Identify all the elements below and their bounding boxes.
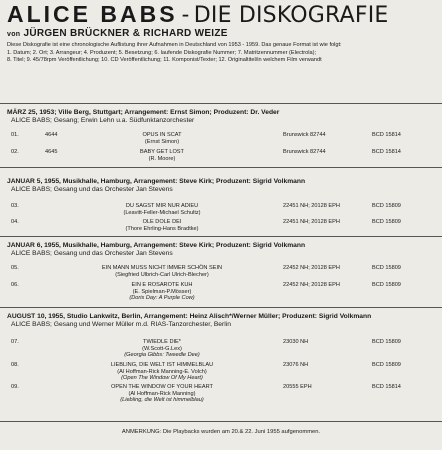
track-original: (Liebling, die Welt ist himmelblau) — [120, 397, 204, 403]
track-composer: (W.Scott-G.Lex) — [142, 346, 182, 352]
track-release: 22451 NH; 20128 EPH — [283, 203, 340, 209]
intro-line: 1. Datum; 2. Ort; 3. Arrangeur; 4. Produzent; 5. Besetzung; 6. laufende Diskografie Nummer; 7. Matritzennummer (Electrola); — [7, 49, 317, 56]
track-number: 05. — [11, 265, 19, 271]
track-release: 20555 EPH — [283, 384, 312, 390]
divider — [0, 307, 442, 308]
track-composer: (Al Hoffman-Rick Manning) — [128, 391, 196, 397]
track-number: 01. — [11, 132, 19, 138]
byline — [7, 28, 228, 39]
title-separator: - — [181, 1, 190, 27]
track-release: 23076 NH — [283, 362, 309, 368]
session-header — [7, 242, 305, 258]
track-cd: BCD 15814 — [372, 132, 401, 138]
divider — [0, 167, 442, 168]
track-release: 22452 NH; 20128 EPH — [283, 265, 340, 271]
track-original: (Doris Day: A Purple Cow) — [129, 295, 195, 301]
track-title: DU SAGST MIR NUR ADIEU — [125, 203, 199, 209]
session-header — [7, 109, 279, 125]
title-artist: ALICE BABS — [7, 1, 178, 27]
track-release: 22452 NH; 20128 EPH — [283, 282, 340, 288]
track-composer: (E. Spielman-P.Mösser) — [132, 289, 192, 295]
track-number: 02. — [11, 149, 19, 155]
page-title — [7, 1, 389, 28]
title-subtitle: DIE DISKOGRAFIE — [193, 3, 389, 28]
divider — [0, 421, 442, 422]
track-cd: BCD 15814 — [372, 384, 401, 390]
track-title: BABY GET LOST — [140, 149, 184, 155]
track-cd: BCD 15809 — [372, 265, 401, 271]
session-header — [7, 178, 305, 194]
intro-text — [7, 42, 439, 65]
track-composer: (Leavitt-Feller-Michael Schultz) — [123, 210, 201, 216]
track-composer: (Siegfried Ulbrich-Carl Ulrich-Blecher) — [115, 272, 209, 278]
track-matrix: 4644 — [45, 132, 58, 138]
track-title: OLE DOLE DEI — [142, 219, 182, 225]
track-number: 03. — [11, 203, 19, 209]
session-date-place: MÄRZ 25, 1953; Ville Berg, Stuttgart; Arrangement: Ernst Simon; Produzent: Dr. Veder — [7, 109, 280, 116]
track-title: EIN E ROSAROTE KUH — [131, 282, 193, 288]
track-number: 09. — [11, 384, 19, 390]
track-composer: (Al Hoffman-Rick Manning-E. Volch) — [117, 369, 207, 375]
track-release: 22451 NH; 20128 EPH — [283, 219, 340, 225]
session-lineup: ALICE BABS; Gesang und das Orchester Jan Stevens — [11, 250, 173, 257]
track-title: TWIEDLE DIE* — [143, 339, 181, 345]
session-header — [7, 313, 371, 329]
track-release: Brunswick 82744 — [283, 132, 326, 138]
session-lineup: ALICE BABS; Gesang und das Orchester Jan Stevens — [11, 186, 173, 193]
track-release: Brunswick 82744 — [283, 149, 326, 155]
track-composer: (R. Moore) — [148, 156, 176, 162]
track-release: 23030 NH — [283, 339, 309, 345]
session-date-place: AUGUST 10, 1955, Studio Lankwitz, Berlin, Arrangement: Heinz Alisch*/Werner Müller; Produzent: Sigrid Volkmann — [7, 313, 372, 320]
byline-authors: JÜRGEN BRÜCKNER & RICHARD WEIZE — [23, 28, 228, 39]
track-original: (Open The Window Of My Heart) — [121, 375, 203, 381]
track-matrix: 4645 — [45, 149, 58, 155]
divider — [0, 236, 442, 237]
footnote: ANMERKUNG: Die Playbacks wurden am 20.& 22. Juni 1955 aufgenommen. — [121, 429, 321, 435]
track-cd: BCD 15814 — [372, 149, 401, 155]
track-title: LIEBLING, DIE WELT IST HIMMELBLAU — [110, 362, 214, 368]
track-composer: (Thore Ehrling-Hans Bradtke) — [125, 226, 199, 232]
track-title: OPUS IN SCAT — [142, 132, 182, 138]
track-cd: BCD 15809 — [372, 219, 401, 225]
track-title: OPEN THE WINDOW OF YOUR HEART — [111, 384, 213, 390]
session-lineup: ALICE BABS; Gesang; Erwin Lehn u.a. Südfunktanzorchester — [11, 117, 195, 124]
session-lineup: ALICE BABS; Gesang und Werner Müller m.d. RIAS-Tanzorchester, Berlin — [11, 321, 231, 328]
track-number: 06. — [11, 282, 19, 288]
track-title: EIN MANN MUSS NICHT IMMER SCHÖN SEIN — [101, 265, 223, 271]
track-number: 04. — [11, 219, 19, 225]
intro-line: Diese Diskografie ist eine chronologische Auflistung ihrer Aufnahmen in Deutschland von 1953 - 1959. Das genaue Format ist wie folgt: — [7, 42, 342, 48]
intro-line: 8. Titel; 9. 45/78rpm Veröffentlichung; 10. CD Veröffentlichung; 11. Komponist/Texter; 12. Originaltitel/in welchem Film verwandt — [7, 57, 322, 64]
track-number: 08. — [11, 362, 19, 368]
track-cd: BCD 15809 — [372, 282, 401, 288]
track-composer: (Ernst Simon) — [144, 139, 180, 145]
track-cd: BCD 15809 — [372, 362, 401, 368]
session-date-place: JANUAR 5, 1955, Musikhalle, Hamburg, Arrangement: Steve Kirk; Produzent: Sigrid Volkmann — [7, 178, 306, 185]
divider — [0, 103, 442, 104]
session-date-place: JANUAR 6, 1955, Musikhalle, Hamburg, Arrangement: Steve Kirk; Produzent: Sigrid Volkmann — [7, 242, 306, 249]
track-number: 07. — [11, 339, 19, 345]
track-cd: BCD 15809 — [372, 339, 401, 345]
byline-prefix: von — [7, 31, 21, 38]
track-cd: BCD 15809 — [372, 203, 401, 209]
track-original: (Georgia Gibbs: Tweedle Dee) — [124, 352, 200, 358]
